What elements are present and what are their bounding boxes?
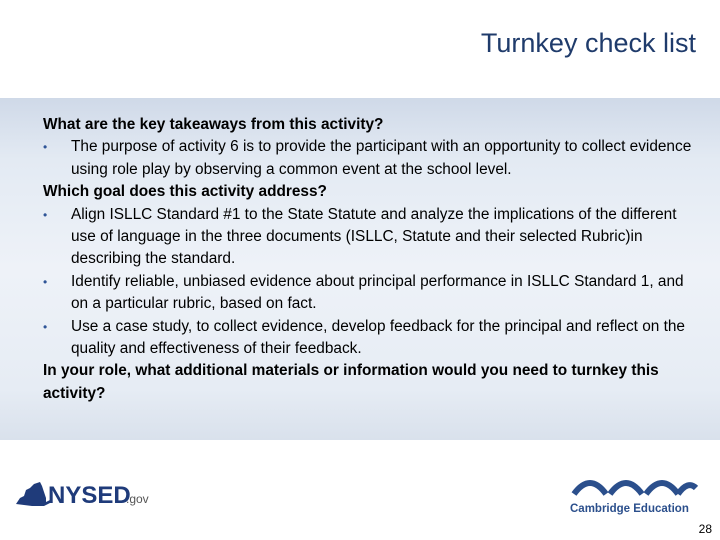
nysed-wordmark: NYSED bbox=[48, 482, 131, 509]
new-york-state-icon bbox=[16, 482, 52, 506]
cambridge-wordmark: Cambridge Education bbox=[570, 503, 689, 515]
question-takeaways: What are the key takeaways from this activity? bbox=[43, 116, 384, 133]
bullet-item bbox=[43, 204, 693, 271]
slide-title: Turnkey check list bbox=[480, 28, 696, 58]
bullet-item bbox=[43, 136, 693, 181]
bullet-text: Use a case study, to collect evidence, develop feedback for the principal and reflect on the quality and effectiveness of their feedback. bbox=[71, 317, 685, 358]
question-goal: Which goal does this activity address? bbox=[43, 183, 327, 201]
arches-icon bbox=[574, 483, 696, 494]
bullet-text: Align ISLLC Standard #1 to the State Statute and analyze the implications of the different use of language in the three documents (ISLLC, Statute and their selected Rubric)in describing the standard. bbox=[71, 205, 677, 268]
bullet-item bbox=[43, 271, 693, 316]
bullet-icon: • bbox=[43, 140, 48, 155]
bullet-text: Identify reliable, unbiased evidence about principal performance in ISLLC Standard 1, and on a particular rubric, based on fact. bbox=[71, 272, 684, 313]
question-role: In your role, what additional materials or information would you need to turnkey this activity? bbox=[43, 362, 659, 402]
cambridge-education-logo bbox=[566, 468, 700, 516]
nysed-suffix: .gov bbox=[126, 492, 149, 506]
slide-content bbox=[43, 114, 693, 405]
page-number: 28 bbox=[698, 522, 712, 536]
bullet-icon: • bbox=[43, 274, 48, 289]
nysed-logo bbox=[12, 476, 162, 512]
bullet-text: The purpose of activity 6 is to provide the participant with an opportunity to collect evidence using role play by observing a common event at the school level. bbox=[71, 138, 692, 178]
bullet-icon: • bbox=[43, 207, 48, 222]
bullet-item bbox=[43, 316, 693, 361]
bullet-icon: • bbox=[43, 319, 48, 334]
